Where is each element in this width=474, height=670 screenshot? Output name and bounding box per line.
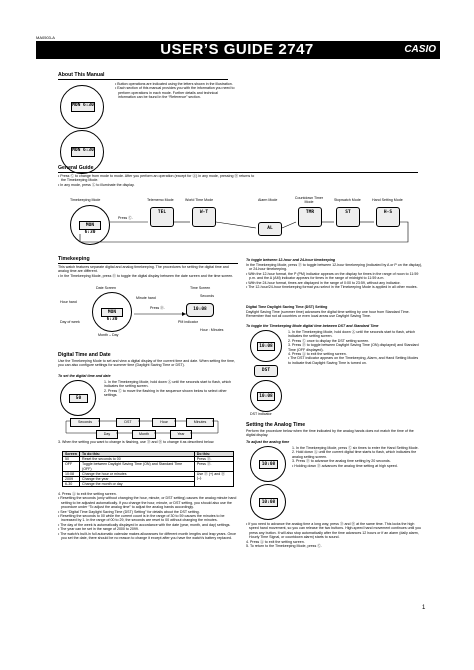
table-cell: 2009 xyxy=(63,477,80,482)
about-title: About This Manual xyxy=(58,72,105,78)
digital-step-1: 1. In the Timekeeping Mode, hold down Ⓐ until the seconds start to flash, which indicates the setting screen. xyxy=(104,380,232,389)
mode-label-timekeeping: Timekeeping Mode xyxy=(70,198,101,202)
about-watch-1-display: MON 6:30 xyxy=(71,102,95,112)
analog-note: 4. Press Ⓐ to exit the setting screen. xyxy=(246,539,305,544)
table-cell: Press Ⓓ. xyxy=(194,462,233,471)
general-rule xyxy=(58,172,418,173)
analog-step: • Holding down Ⓓ advances the analog time setting at high speed. xyxy=(292,463,398,468)
general-bullets xyxy=(58,174,258,187)
press-d-arrow xyxy=(132,308,188,316)
general-title: General Guide xyxy=(58,165,94,171)
timekeeping-intro-text: This watch features separate digital and analog timekeeping. The procedures for setting the digital time and analog time are different. xyxy=(58,265,229,274)
table-cell: Change the hour or minutes xyxy=(80,471,195,476)
toggle12-bullet: • The 12-hour/24-hour timekeeping format you select in the Timekeeping Mode is applied in all other modes. xyxy=(246,285,418,290)
table-cell: Change the year xyxy=(80,477,195,482)
mode-al-display: AL xyxy=(258,222,282,236)
toggle12-text: In the Timekeeping Mode, press Ⓓ to toggle between 12-hour timekeeping (indicated by A or P on the display), or 24-hour timekeeping. xyxy=(246,263,423,272)
seq-day: Day xyxy=(96,430,118,439)
timekeeping-intro xyxy=(58,265,236,278)
month-day-label: Month – Day xyxy=(98,333,119,337)
digital-note: • See “Digital Time Daylight Saving Time (DST) Setting” for details about the DST setting. xyxy=(58,509,200,514)
toggle12-title: To toggle between 12-hour and 24-hour timekeeping xyxy=(246,258,336,262)
mode-label-stopwatch: Stopwatch Mode xyxy=(334,198,361,202)
seconds-label: Seconds xyxy=(200,294,214,298)
analog-step: 1. In the Timekeeping Mode, press Ⓒ six times to enter the Hand Setting Mode. xyxy=(292,446,419,450)
seq-minutes: Minutes xyxy=(186,418,214,427)
digital-step-3: 3. When the setting you want to change is flashing, use Ⓓ and Ⓑ to change it as described below. xyxy=(58,440,215,444)
digital-set-title: To set the digital time and date xyxy=(58,374,111,378)
timekeeping-title: Timekeeping xyxy=(58,256,90,262)
analog-watch-1 xyxy=(250,446,286,482)
seq-month: Month xyxy=(132,430,156,439)
seq-seconds: Seconds xyxy=(70,418,100,427)
press-d-label: Press Ⓓ. xyxy=(150,306,165,310)
dst-step: • The DST indicator appears on the Timekeeping, Alarm, and Hand Setting Modes to indicate that Daylight Saving Time is turned on. xyxy=(288,356,419,365)
mode-label-telememo: Telememo Mode xyxy=(147,198,174,202)
mode-tmr-display: TMR xyxy=(298,207,322,227)
seq-year: Year xyxy=(170,430,192,439)
date-screen-label: Date Screen xyxy=(96,286,116,290)
mode-label-countdown: Countdown Timer Mode xyxy=(294,196,324,205)
about-bullet-2: • Each section of this manual provides you with the information you need to perform operations in each mode. Further details and technical information can be found in the “Reference” section. xyxy=(115,86,235,100)
about-rule xyxy=(58,79,228,80)
mode-wt-display: W-T xyxy=(192,207,216,227)
analog-notes xyxy=(246,522,424,548)
digital-notes xyxy=(58,492,238,540)
mode-hs-display: H-S xyxy=(376,207,400,227)
digital-text: Use the Timekeeping Mode to set and view a digital display of the current time and date. When setting the time, you can also configure settings for summer time (Daylight Saving Time or DST). xyxy=(58,359,235,368)
general-bullet-2: • In any mode, press Ⓛ to illuminate the display. xyxy=(58,182,135,187)
analog-step: 3. Press Ⓓ to advance the analog time setting by 20 seconds. xyxy=(292,459,391,464)
dst-step: 3. Press Ⓓ to toggle between Daylight Saving Time (ON) displayed) and Standard Time (OFF displayed). xyxy=(288,343,419,352)
about-bullet-1: • Button operations are indicated using the letters shown in the illustration. xyxy=(115,82,233,86)
mode-tel-display: TEL xyxy=(150,207,174,227)
table-header: To do this: xyxy=(80,452,195,457)
mode-label-worldtime: World Time Mode xyxy=(185,198,214,202)
seq-hour: Hour xyxy=(152,418,176,427)
digital-note: • The watch’s built-in full automatic calendar makes allowances for different month lengths and leap years. Once you set the date, there should be no reason to change it except after you have the watch’s battery replaced. xyxy=(58,531,237,541)
settings-table xyxy=(62,451,234,487)
press-c-label: Press Ⓒ. xyxy=(118,216,133,220)
analog-steps xyxy=(292,446,424,468)
about-watch-1 xyxy=(60,85,104,129)
mode-tk-display: MON 6:30 xyxy=(79,221,101,230)
pm-indicator-label: PM indicator xyxy=(178,320,198,324)
toggle12-body xyxy=(246,263,424,289)
digital-note: • The year can be set in the range of 2000 to 2099. xyxy=(58,527,139,532)
dst-watch-2-display: DST xyxy=(254,365,278,377)
digital-steps xyxy=(104,380,236,398)
about-bullets xyxy=(115,82,235,100)
hour-minutes-label: Hour : Minutes xyxy=(200,328,224,332)
date-screen-watch xyxy=(92,292,132,332)
dst-title: Digital Time Daylight Saving Time (DST) Setting xyxy=(246,305,328,309)
analog-step: 2. Hold down Ⓐ until the current digital time starts to flash, which indicates the analog setting screen. xyxy=(292,450,417,459)
dst-toggle-title: To toggle the Timekeeping Mode digital time between DST and Standard Time xyxy=(246,324,379,328)
time-screen-label: Time Screen xyxy=(190,286,211,290)
brand-logo: CASIO xyxy=(404,44,436,55)
toggle12-bullet: • With the 24-hour format, times are displayed in the range of 0:00 to 23:59, without any indicator. xyxy=(246,280,401,285)
analog-title: Setting the Analog Time xyxy=(246,422,306,428)
table-cell: Press Ⓓ. xyxy=(194,457,233,462)
table-cell: Reset the seconds to 00 xyxy=(80,457,195,462)
analog-watch-2 xyxy=(250,484,286,520)
about-watch-2-display: MON 6:30 xyxy=(71,147,95,157)
analog-note: • If you need to advance the analog time a long way, press Ⓓ and Ⓑ at the same time. This locks the high speed hand movement, so you can release the two buttons. High-speed hand movement continues until you press any button. It will also stop automatically after the time advances 12 hours or if an alarm (daily alarm, Hourly Time Signal, or countdown alarm) starts to sound. xyxy=(246,522,422,540)
timekeeping-bullet: • In the Timekeeping Mode, press Ⓓ to toggle the digital display between the date screen and the time screen. xyxy=(58,273,234,278)
mode-flow-arrows xyxy=(60,200,420,250)
dst-steps xyxy=(288,330,422,365)
dst-text: Daylight Saving Time (summer time) advances the digital time setting by one hour from Standard Time. Remember that not all countries or even local areas use Daylight Saving Time. xyxy=(246,310,410,319)
time-screen-display: 10:08 xyxy=(186,303,214,317)
table-cell: 10:08 xyxy=(63,471,80,476)
analog-watch-2-display: 10:08 xyxy=(259,498,278,507)
analog-adjust-title: To adjust the analog time xyxy=(246,440,290,444)
digital-step-2: 2. Press Ⓒ to move the flashing in the sequence shown below to select other settings. xyxy=(104,388,227,398)
digital-note: • Resetting the seconds to 00 while the current count is in the range of 30 to 59 causes the minutes to be increased by 1. In the range of 00 to 29, the seconds are reset to 00 without changing the minutes. xyxy=(58,514,225,523)
table-header: Screen xyxy=(63,452,80,457)
table-cell: Change the month or day xyxy=(80,482,195,487)
digital-step-4: 4. Press Ⓐ to exit the setting screen. xyxy=(58,492,117,496)
day-of-week-label: Day of week xyxy=(60,320,80,324)
document-code: MA0503-A xyxy=(36,35,55,40)
dst-step: 1. In the Timekeeping Mode, hold down Ⓐ until the seconds start to flash, which indicates the setting screen. xyxy=(288,330,416,339)
digital-title: Digital Time and Date xyxy=(58,352,111,358)
mode-label-alarm: Alarm Mode xyxy=(258,198,278,202)
analog-text: Perform the procedure below when the time indicated by the analog hands does not match the time of the digital display. xyxy=(246,429,414,438)
dst-watch-3 xyxy=(250,380,282,412)
table-cell: 50 xyxy=(63,457,80,462)
page-number: 1 xyxy=(422,605,426,611)
dst-step: 4. Press Ⓐ to exit the setting screen. xyxy=(288,352,347,357)
general-bullet-1: • Press Ⓒ to change from mode to mode. After you perform an operation (except for Ⓐ) in any mode, pressing Ⓑ returns to the Timekeeping Mode. xyxy=(58,174,255,183)
mode-label-handsetting: Hand Setting Mode xyxy=(372,198,403,202)
table-header: Do this: xyxy=(194,452,233,457)
mode-st-display: ST xyxy=(336,207,360,227)
sequence-arrows xyxy=(64,416,224,442)
analog-note: 5. To return to the Timekeeping Mode, press Ⓒ. xyxy=(246,544,322,549)
seq-dst: DST xyxy=(116,418,140,427)
table-cell: Use Ⓓ (+) and Ⓑ (–). xyxy=(194,471,233,487)
hour-hand-label: Hour hand xyxy=(60,300,77,304)
minute-hand-label: Minute hand xyxy=(136,296,156,300)
dst-watch-1 xyxy=(250,330,282,362)
toggle12-bullet: • With the 12-hour format, the P (PM) indicator appears on the display for times in the range of noon to 11:59 p.m. and the A (AM) indicator appears for times in the range of midnight to 11:59 a.m. xyxy=(246,271,419,281)
dst-watch-3-display: 10:08 xyxy=(257,392,275,401)
timekeeping-rule xyxy=(58,263,238,264)
page-title: USER’S GUIDE 2747 xyxy=(160,41,314,58)
table-cell: 6-30 xyxy=(63,482,80,487)
digital-note: • Resetting the seconds (only without changing the hour, minute, or DST setting) causes the analog minute hand setting to be adjusted automatically. If you change the hour, minute, or DST setting, you should also use the procedure under “To adjust the analog time” to adjust the analog hands accordingly. xyxy=(58,496,237,510)
dst-step: 2. Press Ⓒ once to display the DST setting screen. xyxy=(288,338,370,343)
table-cell: Toggle between Daylight Saving Time (ON) and Standard Time (OFF) xyxy=(80,462,195,471)
table-row xyxy=(63,462,234,471)
digital-set-display: 50 xyxy=(69,394,88,403)
dst-indicator-label: DST indicator xyxy=(250,412,272,416)
digital-note: • The day of the week is automatically displayed in accordance with the date (year, month, and day) settings. xyxy=(58,522,231,527)
dst-watch-1-display: 10:08 xyxy=(257,342,275,351)
digital-set-watch xyxy=(60,380,96,416)
analog-watch-1-display: 10:08 xyxy=(259,460,278,469)
date-screen-display: MON 6:30 xyxy=(101,308,123,317)
table-cell: OFF xyxy=(63,462,80,471)
